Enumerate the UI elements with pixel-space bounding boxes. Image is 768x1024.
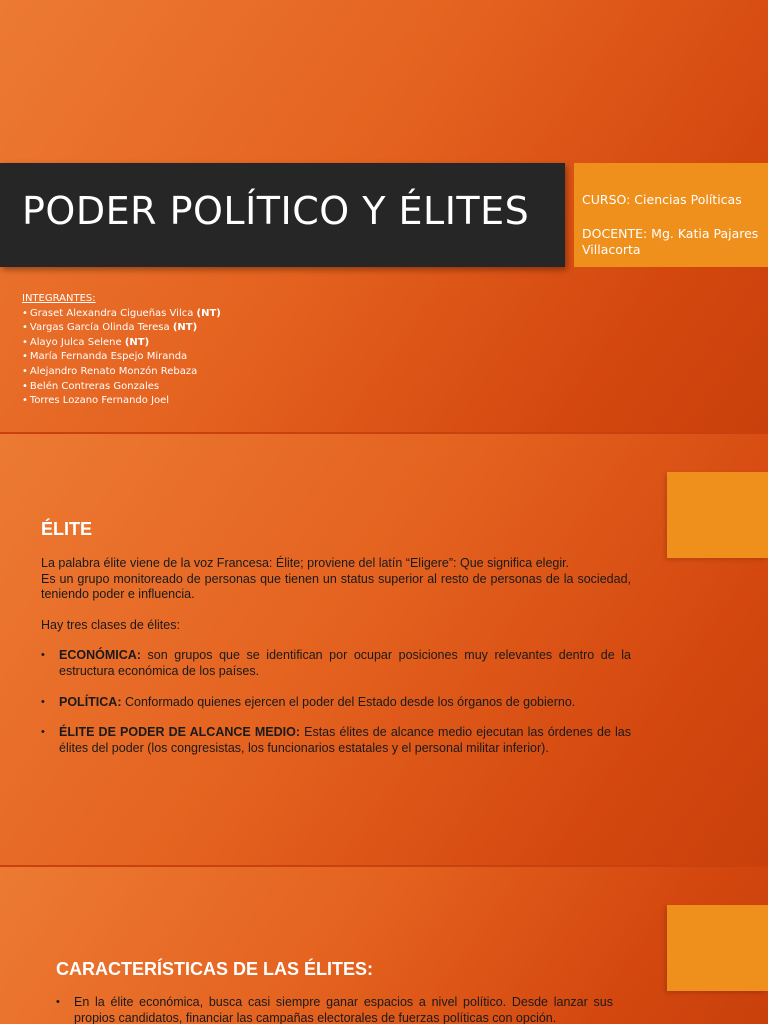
slide-title: PODER POLÍTICO Y ÉLITES <box>22 189 530 233</box>
list-item <box>41 695 631 711</box>
course-line: CURSO: Ciencias Políticas <box>582 192 742 207</box>
member-name: María Fernanda Espejo Miranda <box>29 351 188 363</box>
paragraph: Es un grupo monitoreado de personas que tienen un status superior al resto de personas de la sociedad, teniendo poder e influencia. <box>41 571 631 602</box>
member-name: Alejandro Renato Monzón Rebaza <box>29 365 198 377</box>
characteristics-list <box>56 995 613 1024</box>
elite-types-list <box>41 648 631 756</box>
member-tag: (NT) <box>124 336 150 348</box>
member-name: Belén Contreras Gonzales <box>29 380 160 392</box>
members-list <box>22 292 221 409</box>
member-item <box>22 394 221 409</box>
member-name: Torres Lozano Fernando Joel <box>29 395 170 407</box>
course-info-box <box>574 163 768 267</box>
teacher-line: DOCENTE: Mg. Katia Pajares Villacorta <box>582 226 759 257</box>
characteristics-slide <box>0 867 768 1024</box>
item-text: Conformado quienes ejercen el poder del Estado desde los órganos de gobierno. <box>121 694 576 709</box>
item-text: Estas élites de alcance medio ejecutan las órdenes de las élites del poder (los congresistas, los funcionarios estatales y el personal militar inferior). <box>59 725 631 755</box>
item-title: ECONÓMICA: <box>59 648 141 663</box>
slide-heading: ÉLITE <box>41 519 93 539</box>
list-item <box>41 648 631 679</box>
member-name: Graset Alexandra Cigueñas Vilca <box>29 307 194 319</box>
member-name: Alayo Julca Selene <box>29 336 122 348</box>
accent-square <box>667 905 768 991</box>
paragraph: La palabra élite viene de la voz Francesa: Élite; proviene del latín “Eligere”: Que significa elegir. <box>41 556 570 570</box>
accent-square <box>667 472 768 558</box>
item-text: son grupos que se identifican por ocupar posiciones muy relevantes dentro de la estructura económica de los países. <box>59 648 631 678</box>
item-title: POLÍTICA: <box>59 694 122 709</box>
member-item <box>22 350 221 365</box>
slide-heading: CARACTERÍSTICAS DE LAS ÉLITES: <box>56 959 374 979</box>
list-item <box>41 725 631 756</box>
title-band <box>0 163 565 267</box>
item-title: ÉLITE DE PODER DE ALCANCE MEDIO: <box>59 725 300 740</box>
slide-body <box>56 995 613 1024</box>
member-item <box>22 307 221 322</box>
title-slide <box>0 0 768 432</box>
member-tag: (NT) <box>172 322 198 334</box>
paragraph: Hay tres clases de élites: <box>41 617 180 632</box>
elite-slide <box>0 434 768 865</box>
member-tag: (NT) <box>196 307 221 319</box>
member-item <box>22 380 221 395</box>
slide-body <box>41 556 631 771</box>
member-item <box>22 321 221 336</box>
list-item: • En la élite económica, busca casi siempre ganar espacios a nivel político. Desde lanzar sus propios candidatos, financiar las campañas electorales de fuerzas políticas con opción. <box>56 995 613 1024</box>
member-item <box>22 336 221 351</box>
member-item <box>22 365 221 380</box>
member-name: Vargas García Olinda Teresa <box>29 322 170 334</box>
members-heading: INTEGRANTES: <box>22 293 96 304</box>
